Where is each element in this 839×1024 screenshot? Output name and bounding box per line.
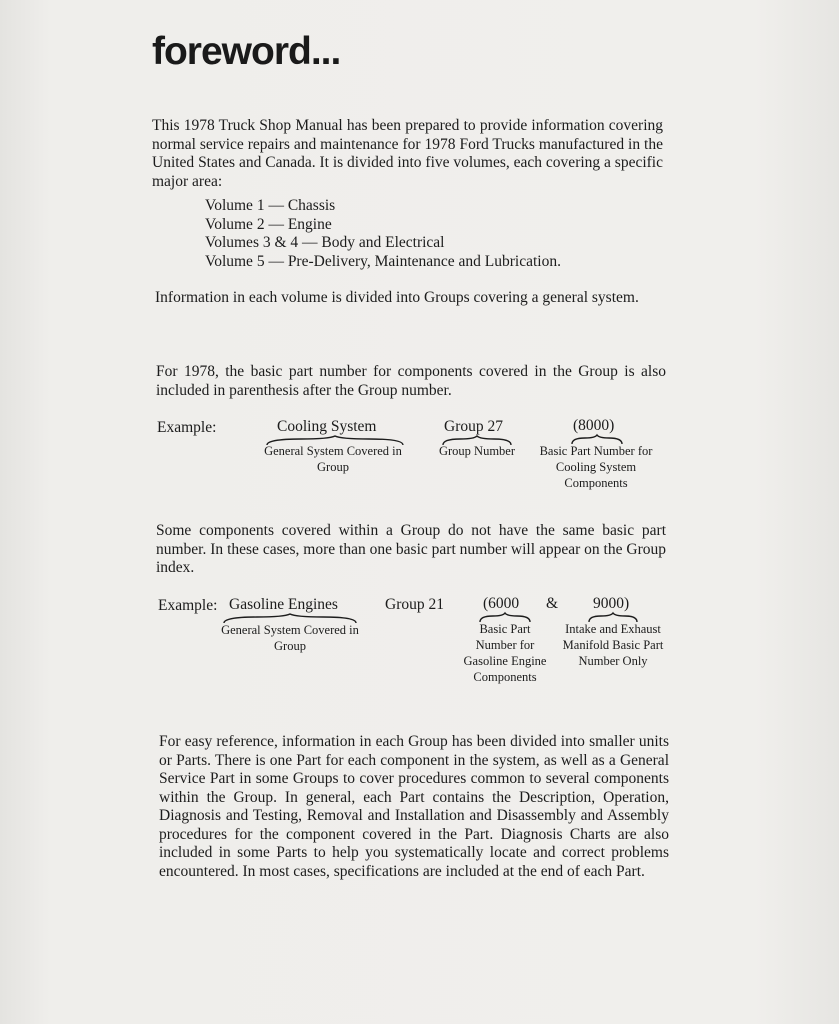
example1-part-caption: Basic Part Number for Cooling System Components — [539, 444, 653, 490]
example2-part2-caption: Intake and Exhaust Manifold Basic Part Number Only — [562, 622, 664, 668]
example1-group-caption: Group Number — [438, 444, 516, 458]
example2-group: Group 21 — [385, 596, 444, 613]
intro-paragraph: This 1978 Truck Shop Manual has been prepared to provide information covering normal service repairs and maintenance for 1978 Ford Trucks manufactured in the United States and Canada. It is divided into five volumes, each covering a specific major area: — [152, 117, 663, 190]
example1-system-caption: General System Covered in Group — [264, 444, 402, 474]
volume-item: Volume 2 — Engine — [205, 215, 332, 233]
volume-list — [205, 197, 561, 271]
final-paragraph: For easy reference, information in each Group has been divided into smaller units or Parts. There is one Part for each component in the system, as well as a General Service Part in some Groups to cover procedures common to several components within the Group. In general, each Part contains the Description, Operation, Diagnosis and Testing, Removal and Installation and Disassembly and Assembly procedures for the component covered in the Part. Diagnosis Charts are also included in some Parts to help you systematically locate and correct problems encountered. In most cases, specifications are included at the end of each Part. — [159, 733, 669, 880]
example1-system: Cooling System — [277, 418, 377, 435]
example2-part1: (6000 — [483, 595, 520, 612]
groups-paragraph: Information in each volume is divided into Groups covering a general system. — [155, 289, 639, 306]
example1-part: (8000) — [573, 417, 615, 434]
volume-item: Volume 5 — Pre-Delivery, Maintenance and Lubrication. — [205, 252, 561, 270]
example2-system-caption: General System Covered in Group — [221, 623, 359, 653]
example1-label: Example: — [157, 419, 217, 436]
volume-item: Volumes 3 & 4 — Body and Electrical — [205, 234, 445, 251]
example2-label: Example: — [158, 597, 218, 614]
example2-part2: 9000) — [593, 595, 630, 612]
volume-item: Volume 1 — Chassis — [205, 197, 336, 214]
example2-part1-caption: Basic Part Number for Gasoline Engine Components — [463, 622, 547, 684]
multi-part-paragraph: Some components covered within a Group do not have the same basic part number. In these cases, more than one basic part number will appear on the Group index. — [156, 522, 666, 576]
example1-group: Group 27 — [444, 418, 503, 435]
part-number-paragraph: For 1978, the basic part number for components covered in the Group is also included in parenthesis after the Group number. — [156, 363, 666, 399]
example2-system: Gasoline Engines — [229, 596, 338, 613]
ampersand: & — [546, 595, 559, 612]
page-title: foreword... — [152, 30, 341, 73]
